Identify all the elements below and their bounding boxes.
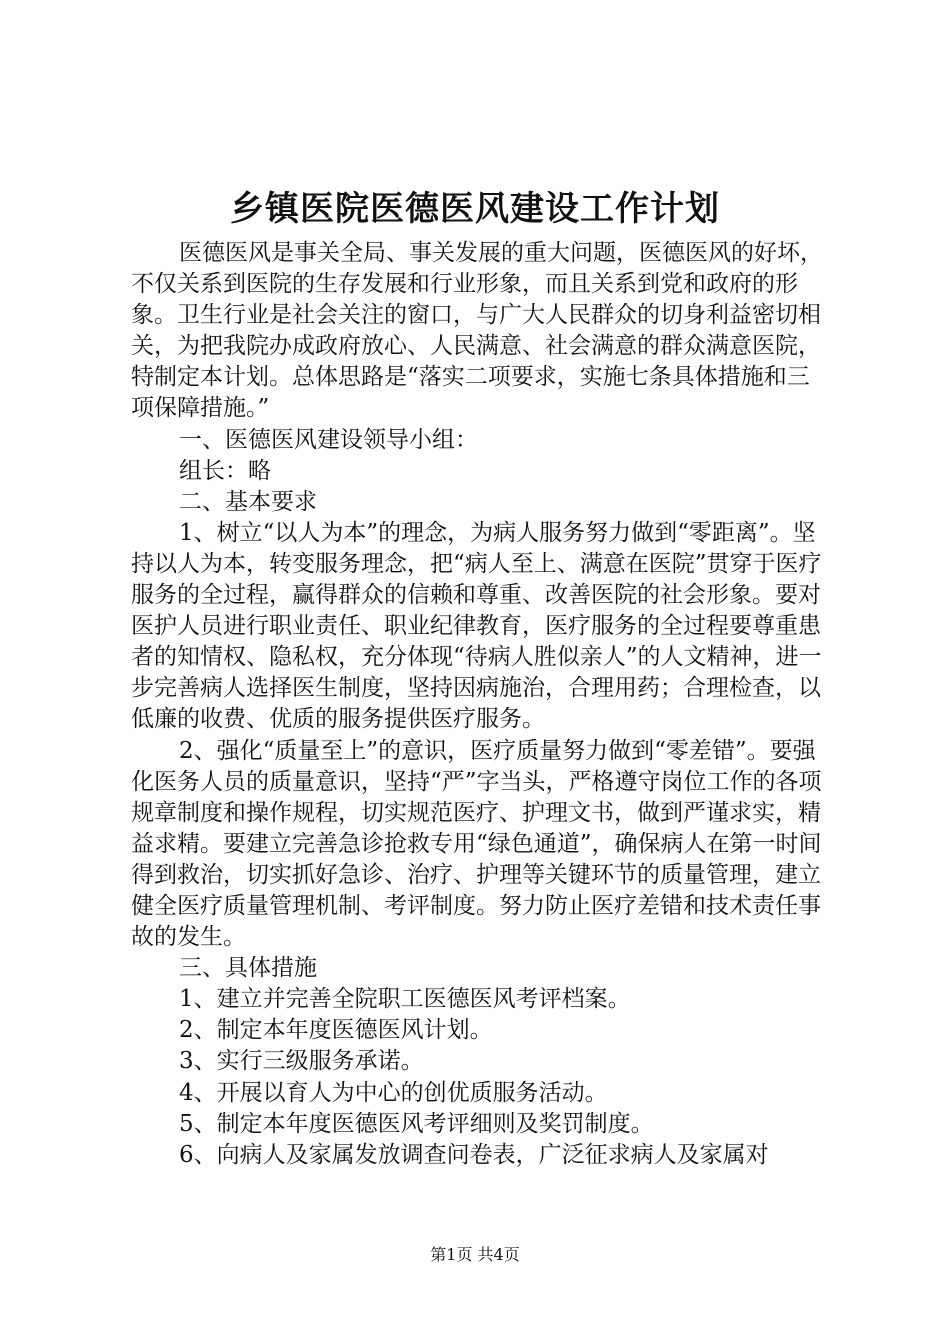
section-heading-leadership: 一、医德医风建设领导小组： [179,426,478,453]
document-body [131,238,831,1171]
section-heading-requirements: 二、基本要求 [179,488,317,515]
measure-item-2: 2、制定本年度医德医风计划。 [179,1017,493,1044]
section-heading-measures: 三、具体措施 [179,955,317,982]
measure-item-3: 3、实行三级服务承诺。 [179,1048,424,1075]
requirement-paragraph-2: 2、强化“质量至上”的意识，医疗质量努力做到“零差错”。要强化医务人员的质量意识，坚持“严”字当头，严格遵守岗位工作的各项规章制度和操作规程，切实规范医疗、护理文书，做到严谨求实，精益求精。要建立完善急诊抢救专用“绿色通道”，确保病人在第一时间得到救治，切实抓好急诊、治疗、护理等关键环节的质量管理，建立健全医疗质量管理机制、考评制度。努力防止医疗差错和技术责任事故的发生。 [131,737,822,951]
leader-line: 组长：略 [179,457,271,484]
requirement-paragraph-1: 1、树立“以人为本”的理念，为病人服务努力做到“零距离”。坚持以人为本，转变服务理念，把“病人至上、满意在医院”贯穿于医疗服务的全过程，赢得群众的信赖和尊重、改善医院的社会形象。要对医护人员进行职业责任、职业纪律教育，医疗服务的全过程要尊重患者的知情权、隐私权，充分体现“待病人胜似亲人”的人文精神，进一步完善病人选择医生制度，坚持因病施治，合理用药；合理检查，以低廉的收费、优质的服务提供医疗服务。 [131,519,822,733]
measure-item-6: 6、向病人及家属发放调查问卷表，广泛征求病人及家属对 [179,1141,769,1168]
measure-item-4: 4、开展以育人为中心的创优质服务活动。 [179,1079,608,1106]
page-number-footer: 第1页 共4页 [430,1245,520,1264]
measure-item-5: 5、制定本年度医德医风考评细则及奖罚制度。 [179,1110,654,1137]
intro-paragraph: 医德医风是事关全局、事关发展的重大问题，医德医风的好坏，不仅关系到医院的生存发展和行业形象，而且关系到党和政府的形象。卫生行业是社会关注的窗口，与广大人民群众的切身利益密切相关，为把我院办成政府放心、人民满意、社会满意的群众满意医院，特制定本计划。总体思路是“落实二项要求，实施七条具体措施和三项保障措施。” [131,240,823,422]
document-title: 乡镇医院医德医风建设工作计划 [230,189,720,229]
measure-item-1: 1、建立并完善全院职工医德医风考评档案。 [179,986,631,1013]
